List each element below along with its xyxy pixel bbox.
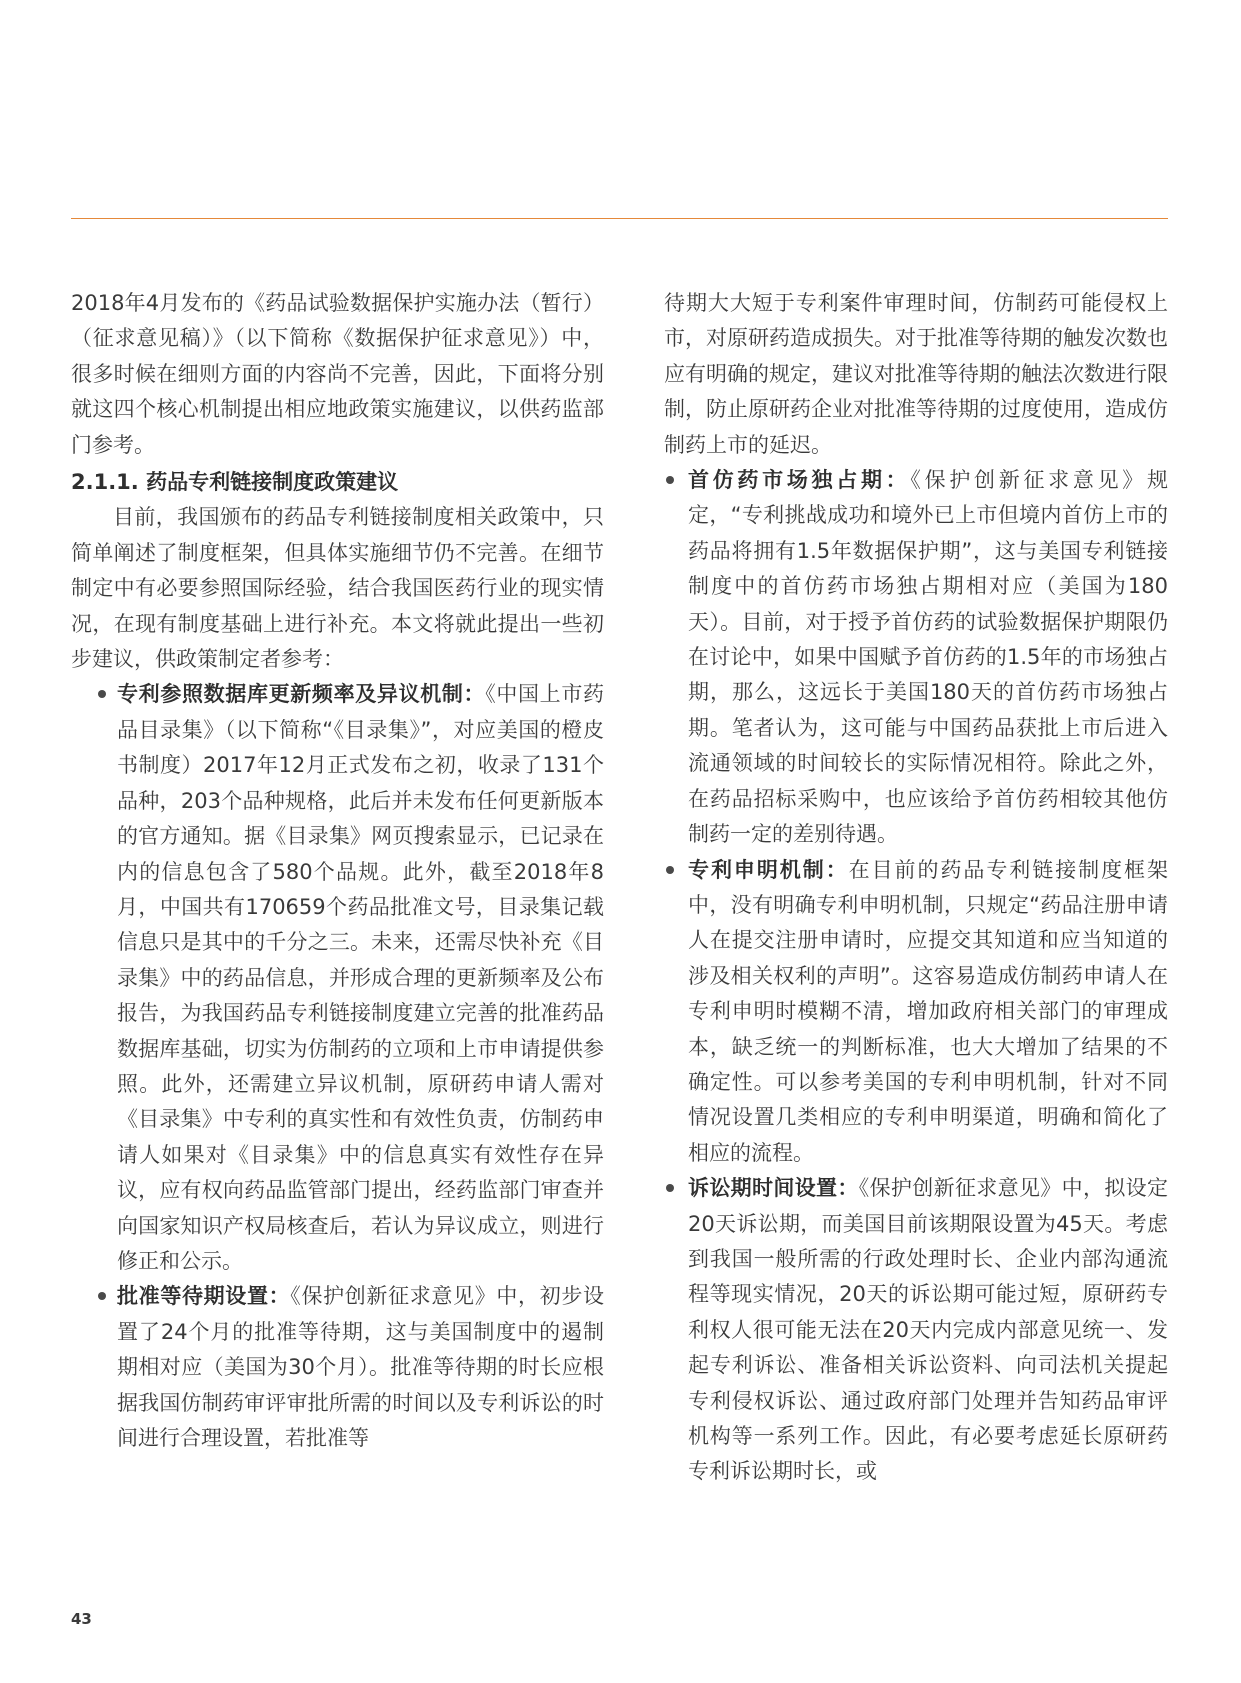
bullet-term: 专利参照数据库更新频率及异议机制： (117, 682, 486, 707)
bullet-term: 诉讼期时间设置： (688, 1176, 859, 1201)
left-column (71, 286, 604, 1456)
bullet-dot-icon (98, 690, 106, 698)
bullet-dot-icon (98, 1292, 106, 1300)
header-rule (71, 218, 1168, 219)
body-paragraph: 目前，我国颁布的药品专利链接制度相关政策中，只简单阐述了制度框架，但具体实施细节仍不完善。在细节制定中有必要参照国际经验，结合我国医药行业的现实情况，在现有制度基础上进行补充。本文将就此提出一些初步建议，供政策制定者参考： (71, 505, 604, 672)
section-heading: 2.1.1. 药品专利链接制度政策建议 (71, 470, 399, 495)
bullet-term: 专利申明机制： (688, 857, 849, 882)
bullet-text: 《保护创新征求意见》中，拟设定20天诉讼期，而美国目前该期限设置为45天。考虑到我国一般所需的行政处理时长、企业内部沟通流程等现实情况，20天的诉讼期可能过短，原研药专利权人很可能无法在20天内完成内部意见统一、发起专利诉讼、准备相关诉讼资料、向司法机关提起专利侵权诉讼、通过政府部门处理并告知药品审评机构等一系列工作。因此，有必要考虑延长原研药专利诉讼期时长，或 (688, 1176, 1169, 1484)
bullet-dot-icon (666, 866, 674, 874)
bullet-text: 在目前的药品专利链接制度框架中，没有明确专利申明机制，只规定“药品注册申请人在提交注册申请时，应提交其知道和应当知道的涉及相关权利的声明”。这容易造成仿制药申请人在专利申明时模糊不清，增加政府相关部门的审理成本，缺乏统一的判断标准，也大大增加了结果的不确定性。可以参考美国的专利申明机制，针对不同情况设置几类相应的专利申明渠道，明确和简化了相应的流程。 (688, 857, 1169, 1165)
left-bullet-list (71, 677, 604, 1456)
right-bullet-list (664, 463, 1168, 1490)
bullet-item-patent-declaration (664, 853, 1168, 1172)
bullet-item-patent-database (71, 677, 604, 1279)
bullet-item-first-generic-exclusivity (664, 463, 1168, 852)
bullet-text: 《保护创新征求意见》规定，“专利挑战成功和境外已上市但境内首仿上市的药品将拥有1.5年数据保护期”，这与美国专利链接制度中的首仿药市场独占期相对应（美国为180天）。目前，对于授予首仿药的试验数据保护期限仍在讨论中，如果中国赋予首仿药的1.5年的市场独占期，那么，这远长于美国180天的首仿药市场独占期。笔者认为，这可能与中国药品获批上市后进入流通领域的时间较长的实际情况相符。除此之外，在药品招标采购中，也应该给予首仿药相较其他仿制药一定的差别待遇。 (688, 468, 1169, 847)
page-number: 43 (71, 1610, 92, 1628)
bullet-term: 首仿药市场独占期： (688, 468, 911, 493)
bullet-item-litigation-period (664, 1171, 1168, 1490)
bullet-text: 《中国上市药品目录集》（以下简称“《目录集》”，对应美国的橙皮书制度）2017年12月正式发布之初，收录了131个品种，203个品种规格，此后并未发布任何更新版本的官方通知。据《目录集》网页搜索显示，已记录在内的信息包含了580个品规。此外，截至2018年8月，中国共有170659个药品批准文号，目录集记载信息只是其中的千分之三。未来，还需尽快补充《目录集》中的药品信息，并形成合理的更新频率及公布报告，为我国药品专利链接制度建立完善的批准药品数据库基础，切实为仿制药的立项和上市申请提供参照。此外，还需建立异议机制，原研药申请人需对《目录集》中专利的真实性和有效性负责，仿制药申请人如果对《目录集》中的信息真实有效性存在异议，应有权向药品监管部门提出，经药监部门审查并向国家知识产权局核查后，若认为异议成立，则进行修正和公示。 (117, 682, 604, 1273)
intro-paragraph: 2018年4月发布的《药品试验数据保护实施办法（暂行）（征求意见稿）》（以下简称《数据保护征求意见》）中，很多时候在细则方面的内容尚不完善，因此，下面将分别就这四个核心机制提出相应地政策实施建议，以供药监部门参考。 (71, 291, 604, 457)
bullet-item-approval-wait-period (71, 1279, 604, 1456)
bullet-dot-icon (666, 1184, 674, 1192)
bullet-dot-icon (666, 476, 674, 484)
bullet-term: 批准等待期设置： (117, 1284, 291, 1309)
right-column (664, 286, 1168, 1490)
bullet-text: 《保护创新征求意见》中，初步设置了24个月的批准等待期，这与美国制度中的遏制期相对应（美国为30个月）。批准等待期的时长应根据我国仿制药审评审批所需的时间以及专利诉讼的时间进行合理设置，若批准等 (117, 1284, 605, 1450)
continuation-paragraph: 待期大大短于专利案件审理时间，仿制药可能侵权上市，对原研药造成损失。对于批准等待期的触发次数也应有明确的规定，建议对批准等待期的触法次数进行限制，防止原研药企业对批准等待期的过度使用，造成仿制药上市的延迟。 (664, 291, 1168, 457)
